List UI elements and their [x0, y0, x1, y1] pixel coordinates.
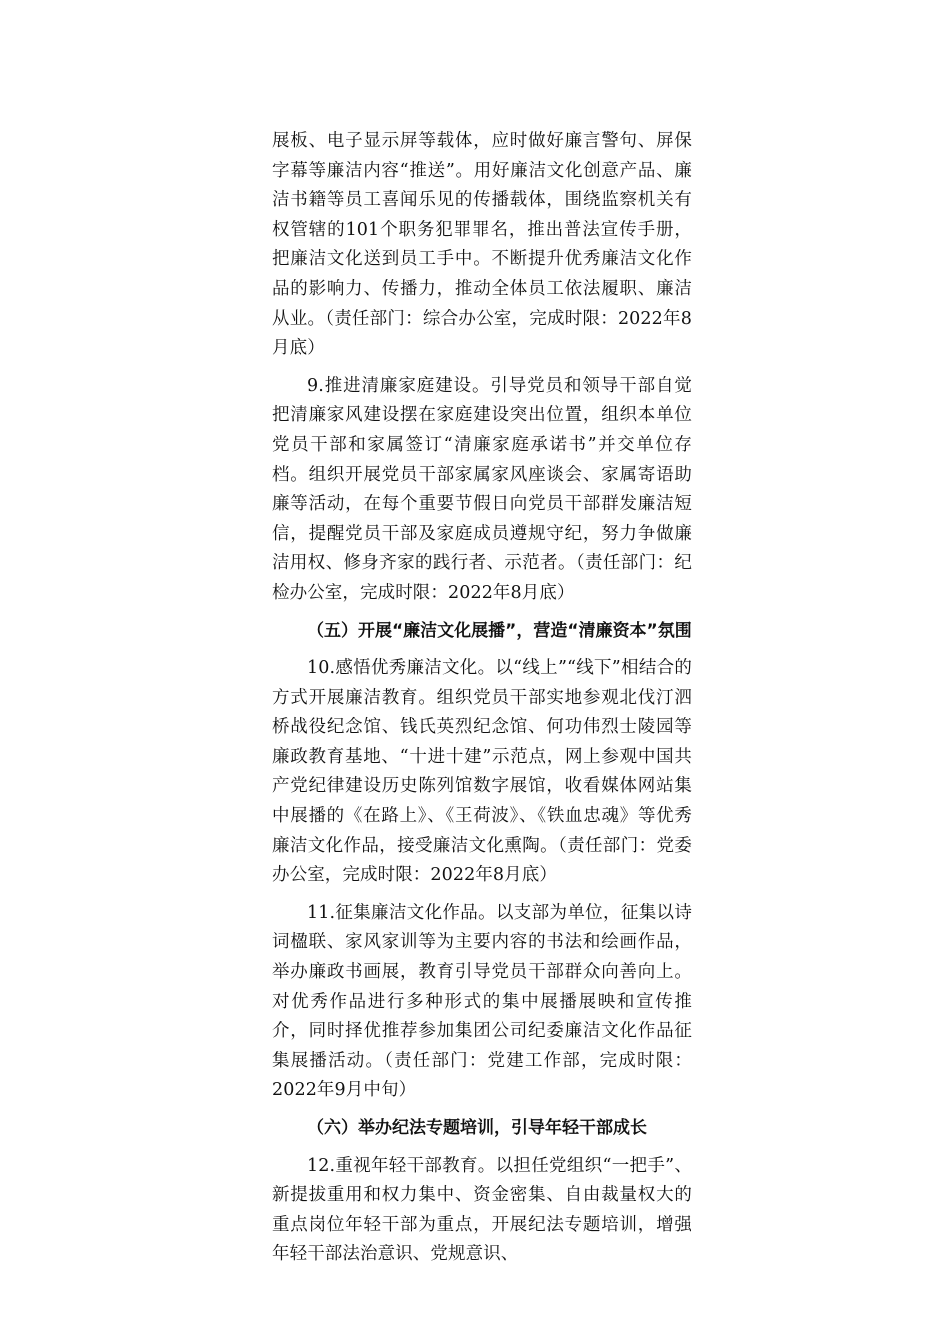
section-heading-6: （六）举办纪法专题培训，引导年轻干部成长 [307, 1118, 647, 1138]
section-heading-5: （五）开展“廉洁文化展播”，营造“清廉资本”氛围 [307, 620, 692, 641]
paragraph-promotion-carriers: 展板、电子显示屏等载体，应时做好廉言警句、屏保字幕等廉洁内容“推送”。用好廉洁文化创意产品、廉洁书籍等员工喜闻乐见的传播载体，围绕监察机关有权管辖的101个职务犯罪罪名，推出普法宣传手册，把廉洁文化送到员工手中。不断提升优秀廉洁文化作品的影响力、传播力，推动全体员工依法履职、廉洁从业。（责任部门：综合办公室，完成时限：2022年8月底） [272, 131, 692, 359]
paragraph-item-9-clean-family: 9.推进清廉家庭建设。引导党员和领导干部自觉把清廉家风建设摆在家庭建设突出位置，组织本单位党员干部和家属签订“清廉家庭承诺书”并交单位存档。组织开展党员干部家属家风座谈会、家属寄语助廉等活动，在每个重要节假日向党员干部群发廉洁短信，提醒党员干部及家庭成员遵规守纪，努力争做廉洁用权、修身齐家的践行者、示范者。（责任部门：纪检办公室，完成时限：2022年8月底） [272, 375, 692, 603]
document-page [272, 127, 692, 1278]
paragraph-item-10-clean-culture: 10.感悟优秀廉洁文化。以“线上”“线下”相结合的方式开展廉洁教育。组织党员干部实地参观北伐汀泗桥战役纪念馆、钱氏英烈纪念馆、何功伟烈士陵园等廉政教育基地、“十进十建”示范点，网上参观中国共产党纪律建设历史陈列馆数字展馆，收看媒体网站集中展播的《在路上》、《王荷波》、《铁血忠魂》等优秀廉洁文化作品，接受廉洁文化熏陶。（责任部门：党委办公室，完成时限：2022年8月底） [272, 658, 692, 886]
paragraph-item-11-collect-works: 11.征集廉洁文化作品。以支部为单位，征集以诗词楹联、家风家训等为主要内容的书法和绘画作品，举办廉政书画展，教育引导党员干部群众向善向上。对优秀作品进行多种形式的集中展播展映和宣传推介，同时择优推荐参加集团公司纪委廉洁文化作品征集展播活动。（责任部门：党建工作部，完成时限：2022年9月中旬） [272, 902, 692, 1101]
paragraph-item-12-young-cadres: 12.重视年轻干部教育。以担任党组织“一把手”、新提拔重用和权力集中、资金密集、自由裁量权大的重点岗位年轻干部为重点，开展纪法专题培训，增强年轻干部法治意识、党规意识、 [272, 1155, 692, 1265]
